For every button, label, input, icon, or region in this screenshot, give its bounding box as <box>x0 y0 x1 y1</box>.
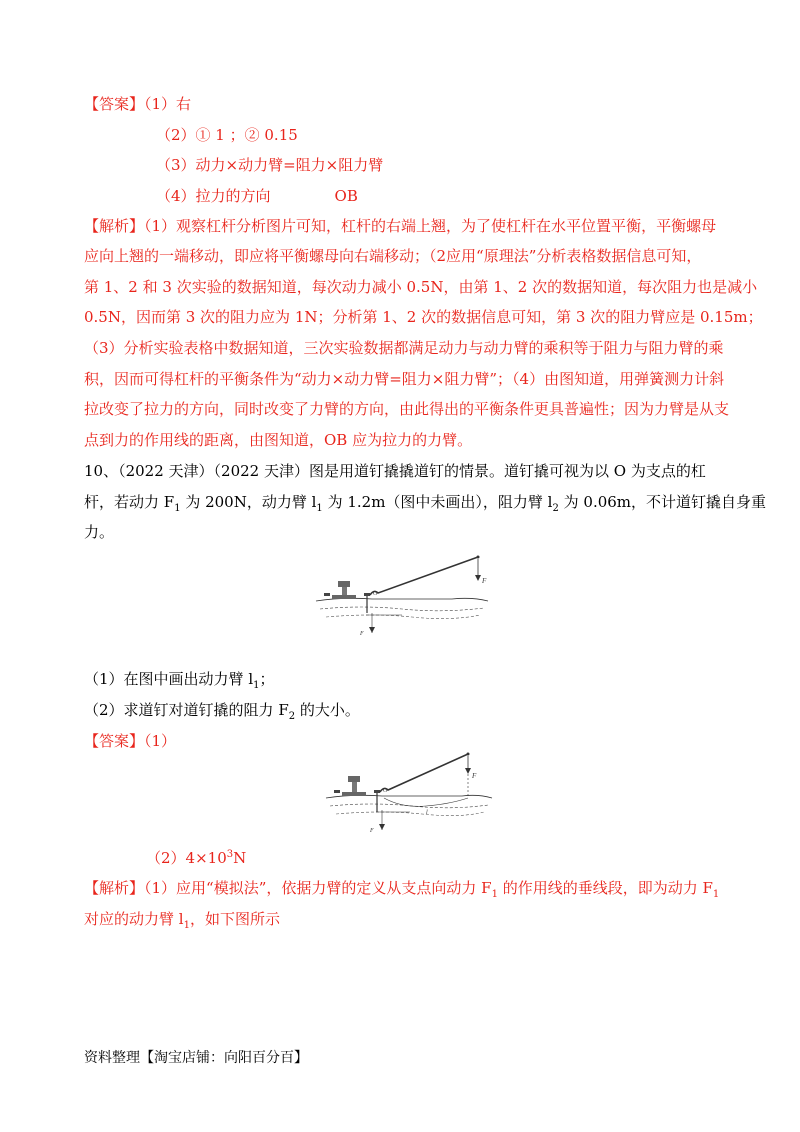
answer-figure-label-o: O <box>383 788 388 794</box>
question-10-line-1 <box>84 461 706 481</box>
answer-tag-2: 【答案】 <box>84 732 145 750</box>
sub1-end: ； <box>259 670 275 688</box>
answer-item-2: （2）① 1 ；② 0.15 <box>156 126 298 144</box>
sub1-subscript: 1 <box>253 680 260 691</box>
q10-text-a: 杆，若动力 F <box>84 493 175 511</box>
answer2-item-2 <box>146 848 246 868</box>
analysis-tag: 【解析】 <box>84 217 145 235</box>
answer-item-4-text: （4）拉力的方向 <box>156 187 271 205</box>
analysis2-sub-1: 1 <box>491 889 498 900</box>
analysis-line-6: 积，因而可得杠杆的平衡条件为“动力×动力臂=阻力×阻力臂”；（4）由图知道，用弹簧测力计斜 <box>84 370 725 388</box>
q10-text-e: 为 1.2m（图中未画出），阻力臂 l <box>322 493 553 511</box>
analysis2-text-2a: 对应的动力臂 l <box>84 910 184 928</box>
answer2-unit: N <box>233 849 247 867</box>
question-10-line-2 <box>84 492 766 512</box>
analysis2-sub-3: 1 <box>183 920 190 931</box>
answer-figure-label-f2: F <box>370 828 374 834</box>
sub2-text: （2）求道钉对道钉撬的阻力 F <box>84 701 289 719</box>
q10-text-g: 为 0.06m，不计道钉撬自身重 <box>558 493 767 511</box>
analysis-line-2: 应向上翘的一端移动，即应将平衡螺母向右端移动；（2应用“原理法”分析表格数据信息可知， <box>84 247 702 265</box>
answer2-item-2-text: （2）4×10 <box>146 849 227 867</box>
q10-sub-f1: 1 <box>174 503 181 514</box>
sub1-text: （1）在图中画出动力臂 l <box>84 670 254 688</box>
analysis2-sub-2: 1 <box>712 889 720 900</box>
question-number: 10、 <box>84 462 119 480</box>
sub2-end: 的大小。 <box>295 701 360 719</box>
analysis2-text-a: （1）应用“模拟法”，依据力臂的定义从支点向动力 F <box>144 879 492 897</box>
answer-figure-label-f1: F <box>472 772 477 780</box>
answer-item-3: （3）动力×动力臂=阻力×阻力臂 <box>156 156 384 174</box>
analysis-line-8: 点到力的作用线的距离，由图知道，OB 应为拉力的力臂。 <box>84 431 473 449</box>
analysis-block-2 <box>84 878 719 898</box>
q10-text-c: 为 200N，动力臂 l <box>180 493 317 511</box>
footer-text: 资料整理【淘宝店铺：向阳百分百】 <box>84 1050 308 1066</box>
answer-block-2 <box>84 731 176 751</box>
analysis2-text-2c: ，如下图所示 <box>189 910 280 928</box>
answer-item-4 <box>156 186 358 206</box>
question-source: （2022 天津）（2022 天津）图是用道钉撬撬道钉的情景。道钉撬可视为以 O 为支点的杠 <box>118 462 706 480</box>
q10-sub-l2: 2 <box>552 503 559 514</box>
answer-tag: 【答案】 <box>84 95 145 113</box>
analysis-line-3: 第 1、2 和 3 次实验的数据知道，每次动力减小 0.5N，由第 1、2 次的数据知道，每次阻力也是减小 <box>84 278 758 296</box>
figure-label-f2: F <box>360 631 364 637</box>
answer-block-1 <box>84 94 191 114</box>
question-10-line-3: 力。 <box>84 523 115 541</box>
analysis-block-1 <box>84 216 716 236</box>
figure-label-f1: F <box>482 577 487 585</box>
figure-label-o: O <box>373 591 378 597</box>
analysis-line-4: 0.5N，因而第 3 次的阻力应为 1N；分析第 1、2 次的数据信息可知，第 3 次的阻力臂应是 0.15m； <box>84 308 763 326</box>
answer2-item-1: （1） <box>144 732 177 750</box>
answer2-exponent: 3 <box>226 849 234 860</box>
analysis2-text-c: 的作用线的垂线段，即为动力 F <box>497 879 713 897</box>
answer-item-4-ob: OB <box>334 187 358 205</box>
q10-sub-l1: 1 <box>316 503 323 514</box>
sub2-subscript: 2 <box>288 711 296 722</box>
analysis-line-1: （1）观察杠杆分析图片可知，杠杆的右端上翘，为了使杠杆在水平位置平衡，平衡螺母 <box>144 217 717 235</box>
analysis-line-7: 拉改变了拉力的方向，同时改变了力臂的方向，由此得出的平衡条件更具普遍性；因为力臂是从支 <box>84 400 730 418</box>
answer-item-1: （1）右 <box>144 95 192 113</box>
analysis-tag-2: 【解析】 <box>84 879 145 897</box>
crowbar-figure <box>312 553 492 639</box>
answer-figure-label-l1: l <box>426 810 428 816</box>
sub-question-1 <box>84 669 275 689</box>
sub-question-2 <box>84 700 360 720</box>
analysis-line-5: （3）分析实验表格中数据知道，三次实验数据都满足动力与动力臂的乘积等于阻力与阻力臂的乘 <box>84 339 724 357</box>
answer-figure <box>322 750 496 836</box>
analysis2-line-2 <box>84 909 280 929</box>
